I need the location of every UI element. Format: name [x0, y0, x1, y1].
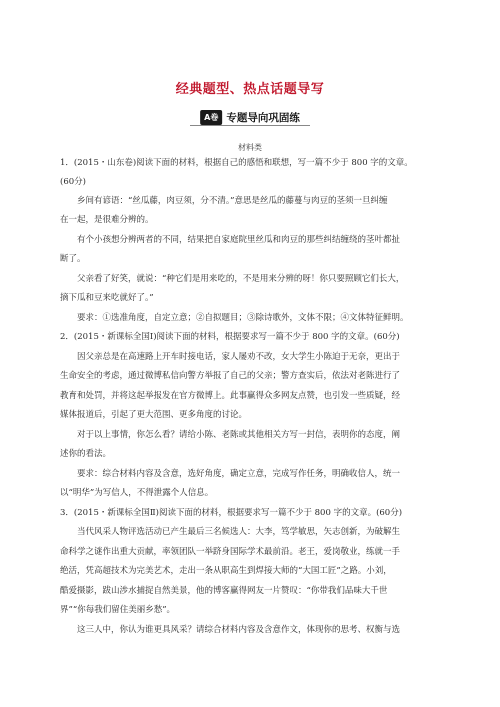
- body-line: 教育和处罚，并将这起举报发在官方微博上。此事赢得众多网友点赞，也引发一些质疑，经: [60, 391, 401, 401]
- section-title: 专题导向巩固练: [226, 112, 300, 124]
- body-line: 1．(2015・山东卷)阅读下面的材料，根据自己的感悟和联想，写一篇不少于 800 字的文章。: [60, 158, 413, 168]
- section-header: [200, 110, 300, 125]
- body-line: 摘下瓜和豆来吃就好了。”: [60, 293, 154, 303]
- body-line: 述你的看法。: [60, 449, 112, 459]
- section-divider: [190, 125, 310, 126]
- body-line: 媒体报道后，引起了更大范围、更多角度的讨论。: [60, 410, 248, 420]
- body-line: 3．(2015・新课标全国Ⅱ)阅读下面的材料，根据要求写一篇不少于 800 字的文章。(60分): [60, 508, 403, 518]
- body-line: 绝活，凭高超技术为完美艺术，走出一条从职高生到焊接大师的“大国工匠”之路。小刘，: [60, 566, 392, 576]
- body-line: 有个小孩想分辨两者的不同，结果把自家庭院里丝瓜和肉豆的那些纠结缠绕的茎叶都扯: [77, 235, 401, 245]
- body-line: (60分): [60, 177, 86, 187]
- body-line: 要求：①选准角度，自定立意；②自拟题目；③除诗歌外，文体不限；④文体特征鲜明。: [77, 313, 409, 323]
- body-line: 酷爱摄影，跋山涉水捕捉自然美景，他的博客赢得网友一片赞叹：“你带我们品味大千世: [60, 586, 388, 596]
- body-line: 对于以上事情，你怎么看？请给小陈、老陈或其他相关方写一封信，表明你的态度，阐: [77, 430, 401, 440]
- page-title: 经典题型、热点话题导写: [175, 82, 325, 97]
- body-line: 命科学之谜作出重大贡献，率领团队一举跻身国际学术最前沿。老王，爱岗敬业，练就一手: [60, 547, 401, 557]
- body-line: 要求：综合材料内容及含意，选好角度，确定立意，完成写作任务，明确收信人，统一: [77, 469, 401, 479]
- body-line: 在一起，是很难分辨的。: [60, 215, 154, 225]
- section-badge: A卷: [200, 110, 222, 125]
- body-line: 生命安全的考虑，通过微博私信向警方举报了自己的父亲；警方查实后，依法对老陈进行了: [60, 371, 401, 381]
- body-line: 因父亲总是在高速路上开车时接电话，家人屡劝不改，女大学生小陈迫于无奈，更出于: [77, 352, 401, 362]
- body-line: 2．(2015・新课标全国Ⅰ)阅读下面的材料，根据要求写一篇不少于 800 字的文章。(60分): [60, 332, 400, 342]
- body-line: 这三人中，你认为谁更具风采？请综合材料内容及含意作文，体现你的思考、权衡与选: [77, 625, 401, 635]
- body-line: 断了。: [60, 254, 86, 264]
- body-line: 乡间有谚语：“丝瓜藤，肉豆须，分不清。”意思是丝瓜的藤蔓与肉豆的茎须一旦纠缠: [77, 196, 388, 206]
- category-label: 材料类: [238, 143, 262, 152]
- body-line: 当代风采人物评选活动已产生最后三名候选人：大李，笃学敏思，矢志创新，为破解生: [77, 527, 401, 537]
- body-line: 以“明华”为写信人，不得泄露个人信息。: [60, 488, 214, 498]
- body-line: 父亲看了好笑，就说：“种它们是用来吃的，不是用来分辨的呀！你只要照顾它们长大，: [77, 274, 405, 284]
- body-line: 界”“你每我们留住美丽乡愁”。: [60, 605, 176, 615]
